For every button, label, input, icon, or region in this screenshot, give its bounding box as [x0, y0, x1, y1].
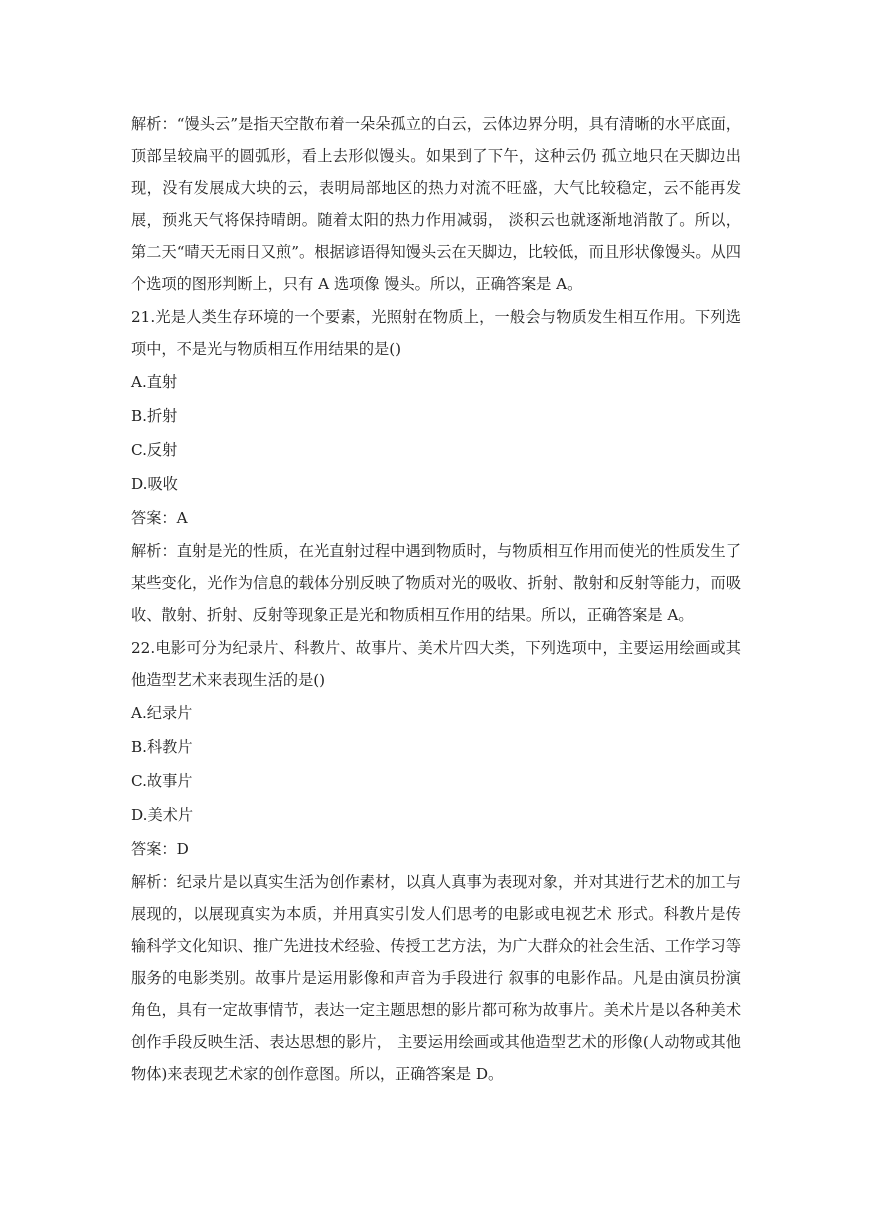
option-a: A.直射	[131, 373, 178, 391]
option-d: D.吸收	[131, 475, 178, 493]
analysis-paragraph: 解析：纪录片是以真实生活为创作素材，以真人真事为表现对象，并对其进行艺术的加工与展现的，以展现真实为本质，并用真实引发人们思考的电影或电视艺术 形式。科教片是传输科学文化知识、推广先进技术经验、传授工艺方法，为广大群众的社会生活、工作学习等服务的电影类别。故事片是运用影像和声音为手段进行 叙事的电影作品。凡是由演员扮演角色，具有一定故事情节，表达一定主题思想的影片都可称为故事片。美术片是以各种美术创作手段反映生活、表达思想的影片， 主要运用绘画或其他造型艺术的形像(人动物或其他物体)来表现艺术家的创作意图。所以，正确答案是 D。	[131, 873, 741, 1083]
option-a: A.纪录片	[131, 704, 193, 722]
question-22: 22.电影可分为纪录片、科教片、故事片、美术片四大类，下列选项中，主要运用绘画或其他造型艺术来表现生活的是()	[131, 639, 741, 689]
option-c: C.反射	[131, 441, 178, 459]
answer: 答案：D	[131, 840, 189, 858]
option-c: C.故事片	[131, 772, 193, 790]
option-d: D.美术片	[131, 806, 194, 824]
question-21: 21.光是人类生存环境的一个要素，光照射在物质上，一般会与物质发生相互作用。下列选项中，不是光与物质相互作用结果的是()	[131, 308, 741, 358]
answer: 答案：A	[131, 509, 188, 527]
analysis-paragraph: 解析：“馒头云”是指天空散布着一朵朵孤立的白云，云体边界分明，具有清晰的水平底面，顶部呈较扁平的圆弧形，看上去形似馒头。如果到了下午，这种云仍 孤立地只在天脚边出现，没有发展成大块的云，表明局部地区的热力对流不旺盛，大气比较稳定，云不能再发展，预兆天气将保持晴朗。随着太阳的热力作用减弱， 淡积云也就逐渐地消散了。所以，第二天“晴天无雨日又煎”。根据谚语得知馒头云在天脚边，比较低，而且形状像馒头。从四个选项的图形判断上，只有 A 选项像 馒头。所以，正确答案是 A。	[131, 115, 741, 293]
analysis-paragraph: 解析：直射是光的性质，在光直射过程中遇到物质时，与物质相互作用而使光的性质发生了某些变化，光作为信息的载体分别反映了物质对光的吸收、折射、散射和反射等能力，而吸收、散射、折射、反射等现象正是光和物质相互作用的结果。所以，正确答案是 A。	[131, 542, 741, 624]
option-b: B.科教片	[131, 738, 193, 756]
document-page	[131, 108, 741, 1090]
option-b: B.折射	[131, 407, 178, 425]
